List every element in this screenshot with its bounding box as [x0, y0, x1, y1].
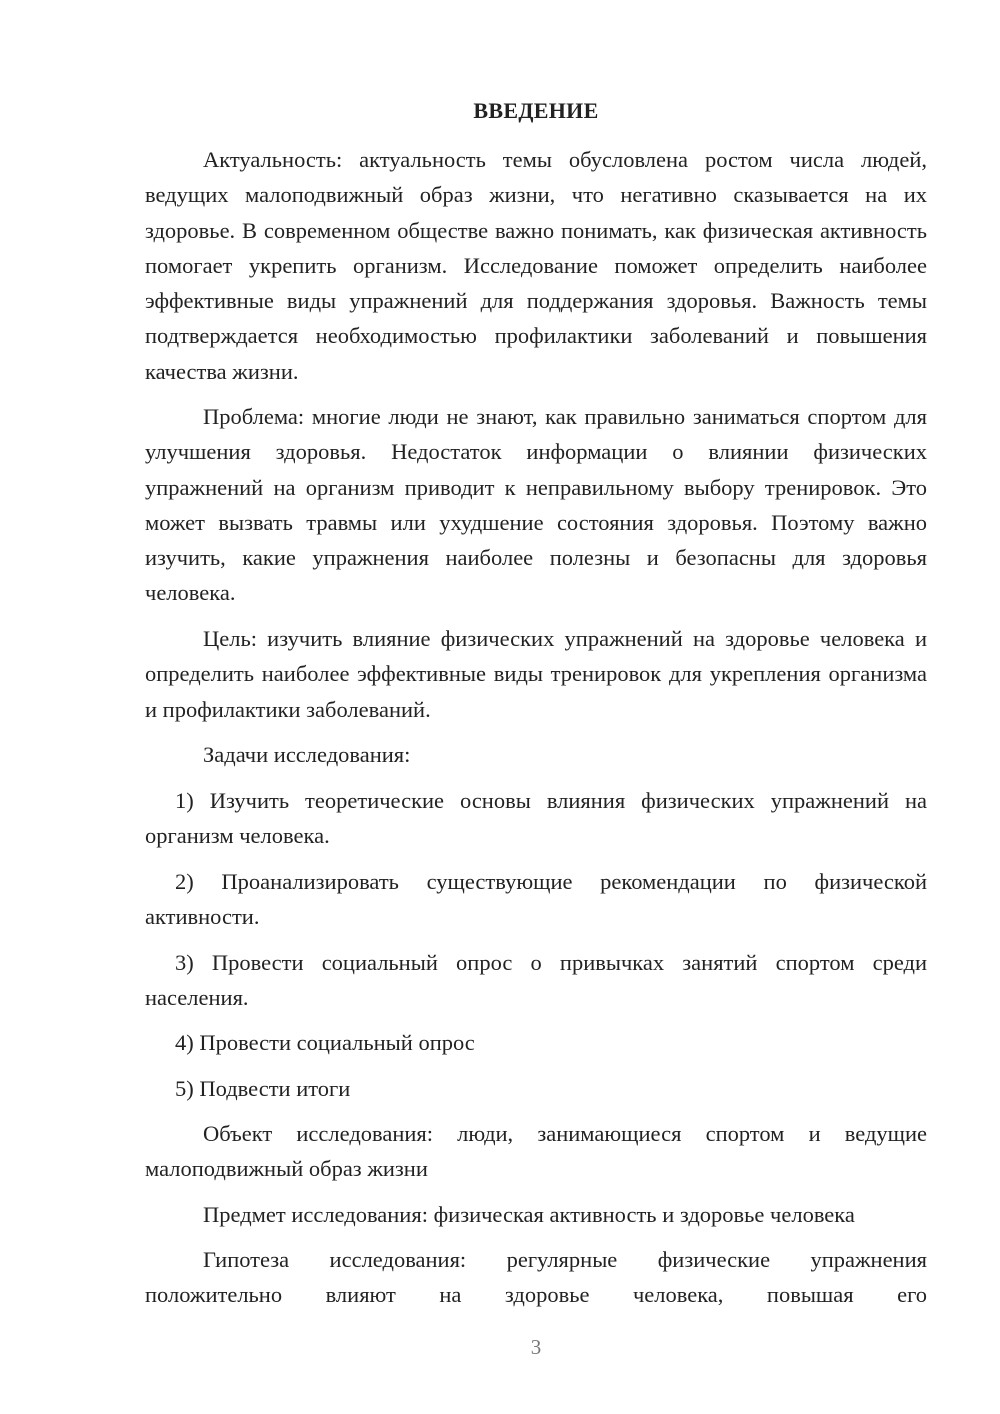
paragraph-relevance: Актуальность: актуальность темы обусловлена ростом числа людей, ведущих малоподвижный образ жизни, что негативно сказывается на их здоровье. В современном обществе важно понимать, как физическая активность помогает укрепить организм. Исследование поможет определить наиболее эффективные виды упражнений для поддержания здоровья. Важность темы подтверждается необходимостью профилактики заболеваний и повышения качества жизни.: [145, 147, 927, 384]
paragraph-goal: Цель: изучить влияние физических упражнений на здоровье человека и определить наиболее эффективные виды тренировок для укрепления организма и профилактики заболеваний.: [145, 626, 927, 722]
task-item-4: 4) Провести социальный опрос: [175, 1030, 475, 1055]
paragraph-hypothesis: Гипотеза исследования: регулярные физические упражнения положительно влияют на здоровье человека, повышая его: [145, 1247, 927, 1308]
task-item-2: 2) Проанализировать существующие рекомендации по физической активности.: [145, 869, 927, 930]
task-item-5: 5) Подвести итоги: [175, 1076, 351, 1101]
paragraph-subject: Предмет исследования: физическая активность и здоровье человека: [203, 1202, 855, 1227]
paragraph-problem: Проблема: многие люди не знают, как правильно заниматься спортом для улучшения здоровья. Недостаток информации о влиянии физических упражнений на организм приводит к неправильному выбору тренировок. Это может вызвать травмы или ухудшение состояния здоровья. Поэтому важно изучить, какие упражнения наиболее полезны и безопасны для здоровья человека.: [145, 404, 927, 606]
page-number: 3: [530, 1335, 542, 1359]
section-title: ВВЕДЕНИЕ: [473, 98, 599, 123]
task-item-1: 1) Изучить теоретические основы влияния физических упражнений на организм человека.: [145, 788, 927, 849]
tasks-heading: Задачи исследования:: [203, 742, 411, 767]
paragraph-object: Объект исследования: люди, занимающиеся спортом и ведущие малоподвижный образ жизни: [145, 1121, 927, 1182]
task-item-3: 3) Провести социальный опрос о привычках занятий спортом среди населения.: [145, 950, 927, 1011]
